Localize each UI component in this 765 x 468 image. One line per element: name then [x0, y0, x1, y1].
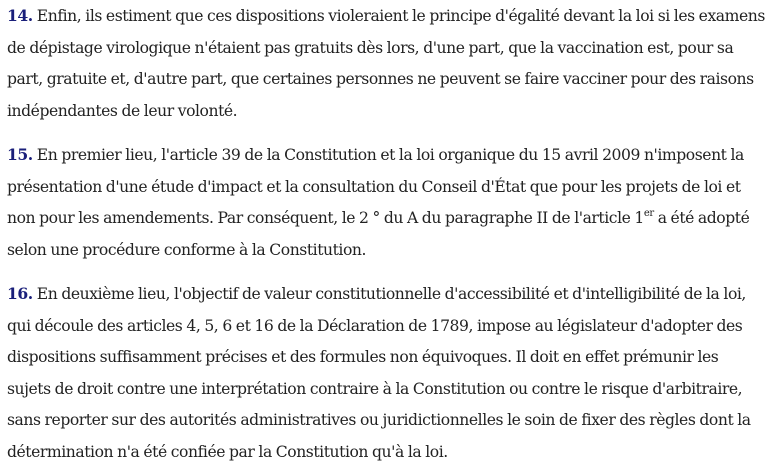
paragraph-line: dispositions suffisamment précises et des formules non équivoques. Il doit en effet prémunir les [7, 348, 719, 366]
paragraph-line: sujets de droit contre une interprétation contraire à la Constitution ou contre le risque d'arbitraire, [7, 379, 743, 398]
paragraph-line [7, 203, 750, 235]
paragraph-line: sans reporter sur des autorités administratives ou juridictionnelles le soin de fixer des règles dont la [7, 411, 751, 429]
paragraph-line: part, gratuite et, d'autre part, que certaines personnes ne peuvent se faire vacciner pour des raisons [7, 70, 754, 88]
superscript: er [643, 207, 654, 219]
paragraph-line: de dépistage virologique n'étaient pas gratuits dès lors, d'une part, que la vaccination est, pour sa [7, 38, 734, 57]
paragraph-line: qui découle des articles 4, 5, 6 et 16 de la Déclaration de 1789, impose au législateur d'adopter des [7, 316, 743, 335]
document-body [7, 0, 765, 468]
paragraph-number: 14. [7, 6, 33, 25]
paragraph-line [7, 0, 765, 33]
paragraph-line [7, 139, 744, 172]
paragraph-line: selon une procédure conforme à la Constitution. [7, 240, 366, 259]
paragraph-text: En premier lieu, l'article 39 de la Constitution et la loi organique du 15 avril 2009 n'imposent la [32, 146, 744, 164]
paragraph-line: détermination n'a été confiée par la Constitution qu'à la loi. [7, 442, 448, 461]
paragraph-number: 15. [7, 145, 33, 164]
paragraph-text: Enfin, ils estiment que ces dispositions violeraient le principe d'égalité devant la loi si les examens [32, 7, 765, 25]
paragraph-16 [7, 278, 751, 468]
paragraph-line [7, 278, 746, 311]
paragraph-text: a été adopté [653, 209, 750, 227]
paragraph-text: En deuxième lieu, l'objectif de valeur constitutionnelle d'accessibilité et d'intelligibilité de la loi, [32, 285, 746, 303]
paragraph-line: présentation d'une étude d'impact et la consultation du Conseil d'État que pour les projets de loi et [7, 177, 741, 196]
paragraph-15 [7, 139, 750, 266]
paragraph-number: 16. [7, 284, 33, 303]
paragraph-14 [7, 0, 765, 127]
paragraph-text: non pour les amendements. Par conséquent, le 2 ° du A du paragraphe II de l'article 1 [7, 209, 644, 227]
paragraph-line: indépendantes de leur volonté. [7, 101, 238, 120]
